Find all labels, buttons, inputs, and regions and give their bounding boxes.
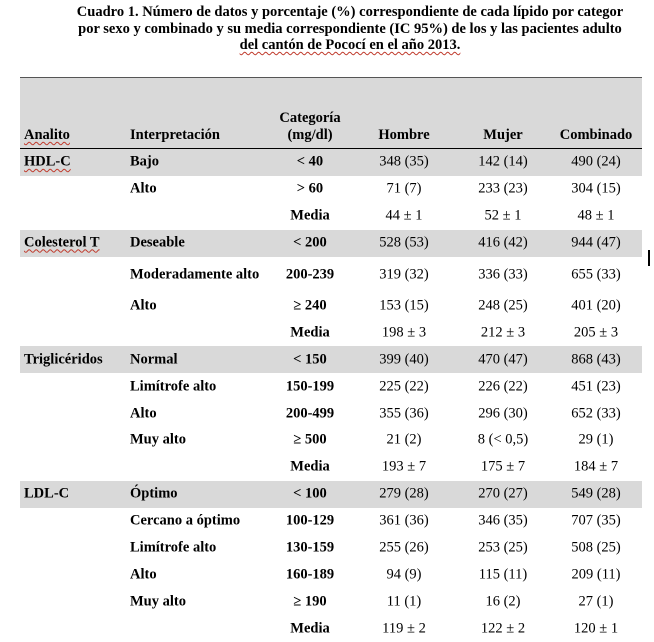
cell-combinado: 508 (25): [571, 539, 621, 556]
cell-analito: Colesterol T: [24, 234, 100, 251]
cell-categoria: ≥ 240: [293, 297, 327, 314]
cell-hombre: 319 (32): [379, 266, 429, 283]
header-hombre: Hombre: [378, 127, 430, 143]
cell-combinado: 29 (1): [578, 431, 614, 448]
header-mujer: Mujer: [483, 127, 523, 143]
cell-interpretacion: Normal: [130, 351, 178, 368]
header-categoria-line1: Categoría: [279, 110, 341, 126]
cell-mujer: 253 (25): [478, 539, 528, 556]
cell-interpretacion: Alto: [130, 180, 157, 197]
cell-categoria: < 150: [293, 351, 327, 368]
cell-hombre: 94 (9): [386, 566, 422, 583]
cell-hombre: 198 ± 3: [381, 324, 427, 341]
cell-mujer: 175 ± 7: [480, 458, 526, 475]
cell-hombre: 21 (2): [386, 431, 422, 448]
table-row: [20, 203, 642, 230]
table-row: [20, 373, 642, 400]
cell-mujer: 346 (35): [478, 512, 528, 529]
cell-mujer: 122 ± 2: [480, 620, 526, 637]
table-row: [20, 427, 642, 454]
header-analito: Analito: [24, 127, 70, 143]
cell-analito: LDL-C: [24, 485, 70, 502]
cell-categoria: 100-129: [285, 512, 335, 529]
cell-combinado: 652 (33): [571, 405, 621, 422]
header-combinado: Combinado: [559, 127, 633, 143]
table-row: [20, 535, 642, 562]
cell-mujer: 16 (2): [485, 593, 521, 610]
cell-mujer: 416 (42): [478, 234, 528, 251]
cell-interpretacion: Cercano a óptimo: [130, 512, 241, 529]
cell-hombre: 355 (36): [379, 405, 429, 422]
text-cursor-mark: [648, 250, 650, 266]
cell-hombre: 361 (36): [379, 512, 429, 529]
cell-hombre: 119 ± 2: [382, 620, 426, 637]
cell-analito: Triglicéridos: [24, 351, 103, 368]
table-row: [20, 561, 642, 588]
cell-hombre: 528 (53): [379, 234, 429, 251]
table-row: [20, 293, 642, 320]
table-row: [20, 149, 642, 176]
cell-mujer: 212 ± 3: [480, 324, 526, 341]
header-categoria-line2: (mg/dl): [287, 127, 333, 143]
cell-combinado: 707 (35): [571, 512, 621, 529]
cell-combinado: 655 (33): [571, 266, 621, 283]
cell-hombre: 11 (1): [386, 593, 422, 610]
cell-categoria: < 200: [293, 234, 327, 251]
cell-interpretacion: Alto: [130, 566, 157, 583]
table-row: [20, 176, 642, 203]
header-categoria: [260, 110, 360, 144]
cell-mujer: 115 (11): [478, 566, 528, 583]
table-row: [20, 508, 642, 535]
table-row: [20, 257, 642, 293]
table-row: [20, 481, 642, 508]
table-row: [20, 230, 642, 257]
cell-mujer: 336 (33): [478, 266, 528, 283]
table-row: [20, 346, 642, 373]
cell-analito: HDL-C: [24, 153, 71, 170]
caption-line-3: del cantón de Pococí en el año 2013.: [239, 37, 461, 53]
cell-categoria: Media: [290, 324, 330, 341]
cell-categoria: > 60: [296, 180, 324, 197]
cell-categoria: ≥ 500: [293, 431, 327, 448]
cell-hombre: 225 (22): [379, 378, 429, 395]
cell-combinado: 868 (43): [571, 351, 621, 368]
cell-mujer: 296 (30): [478, 405, 528, 422]
table-caption: [0, 4, 654, 54]
table-body: [20, 149, 642, 642]
cell-interpretacion: Alto: [130, 405, 157, 422]
table-row: [20, 454, 642, 481]
cell-categoria: 150-199: [285, 378, 335, 395]
cell-combinado: 120 ± 1: [573, 620, 619, 637]
cell-hombre: 193 ± 7: [381, 458, 427, 475]
cell-hombre: 255 (26): [379, 539, 429, 556]
header-interpretacion: Interpretación: [130, 127, 220, 143]
cell-mujer: 270 (27): [478, 485, 528, 502]
cell-categoria: 200-499: [285, 405, 335, 422]
cell-categoria: < 100: [293, 485, 327, 502]
cell-combinado: 490 (24): [571, 153, 621, 170]
cell-hombre: 348 (35): [379, 153, 429, 170]
cell-hombre: 399 (40): [379, 351, 429, 368]
cell-combinado: 549 (28): [571, 485, 621, 502]
cell-combinado: 304 (15): [571, 180, 621, 197]
cell-combinado: 205 ± 3: [573, 324, 619, 341]
cell-combinado: 944 (47): [571, 234, 621, 251]
cell-combinado: 48 ± 1: [577, 207, 615, 224]
cell-interpretacion: Limítrofe alto: [130, 378, 217, 395]
cell-interpretacion: Limítrofe alto: [130, 539, 217, 556]
cell-categoria: Media: [290, 458, 330, 475]
table-row: [20, 588, 642, 615]
cell-mujer: 248 (25): [478, 297, 528, 314]
lipid-table: [20, 77, 642, 642]
cell-categoria: < 40: [296, 153, 324, 170]
table-row: [20, 400, 642, 427]
cell-mujer: 142 (14): [478, 153, 528, 170]
table-row: [20, 615, 642, 642]
cell-categoria: 130-159: [285, 539, 335, 556]
cell-categoria: Media: [290, 620, 330, 637]
cell-combinado: 27 (1): [578, 593, 614, 610]
caption-line-2: por sexo y combinado y su media correspondiente (IC 95%) de los y las pacientes adulto: [78, 20, 622, 37]
cell-mujer: 8 (< 0,5): [477, 431, 529, 448]
cell-interpretacion: Alto: [130, 297, 157, 314]
cell-mujer: 470 (47): [478, 351, 528, 368]
cell-interpretacion: Bajo: [130, 153, 159, 170]
cell-interpretacion: Moderadamente alto: [130, 266, 260, 283]
cell-categoria: Media: [290, 207, 330, 224]
cell-interpretacion: Deseable: [130, 234, 185, 251]
cell-mujer: 226 (22): [478, 378, 528, 395]
caption-line-1: Cuadro 1. Número de datos y porcentaje (%) correspondiente de cada lípido por categor: [76, 4, 624, 20]
table-row: [20, 319, 642, 346]
cell-mujer: 233 (23): [478, 180, 528, 197]
cell-interpretacion: Óptimo: [130, 485, 178, 502]
cell-hombre: 44 ± 1: [385, 207, 423, 224]
cell-mujer: 52 ± 1: [484, 207, 522, 224]
cell-categoria: 160-189: [285, 566, 335, 583]
cell-hombre: 153 (15): [379, 297, 429, 314]
cell-categoria: ≥ 190: [293, 593, 327, 610]
cell-combinado: 401 (20): [571, 297, 621, 314]
cell-interpretacion: Muy alto: [130, 431, 186, 448]
cell-combinado: 184 ± 7: [573, 458, 619, 475]
cell-interpretacion: Muy alto: [130, 593, 186, 610]
cell-categoria: 200-239: [285, 266, 335, 283]
cell-hombre: 279 (28): [379, 485, 429, 502]
cell-hombre: 71 (7): [386, 180, 422, 197]
table-header: [20, 77, 642, 149]
cell-combinado: 451 (23): [571, 378, 621, 395]
cell-combinado: 209 (11): [571, 566, 621, 583]
